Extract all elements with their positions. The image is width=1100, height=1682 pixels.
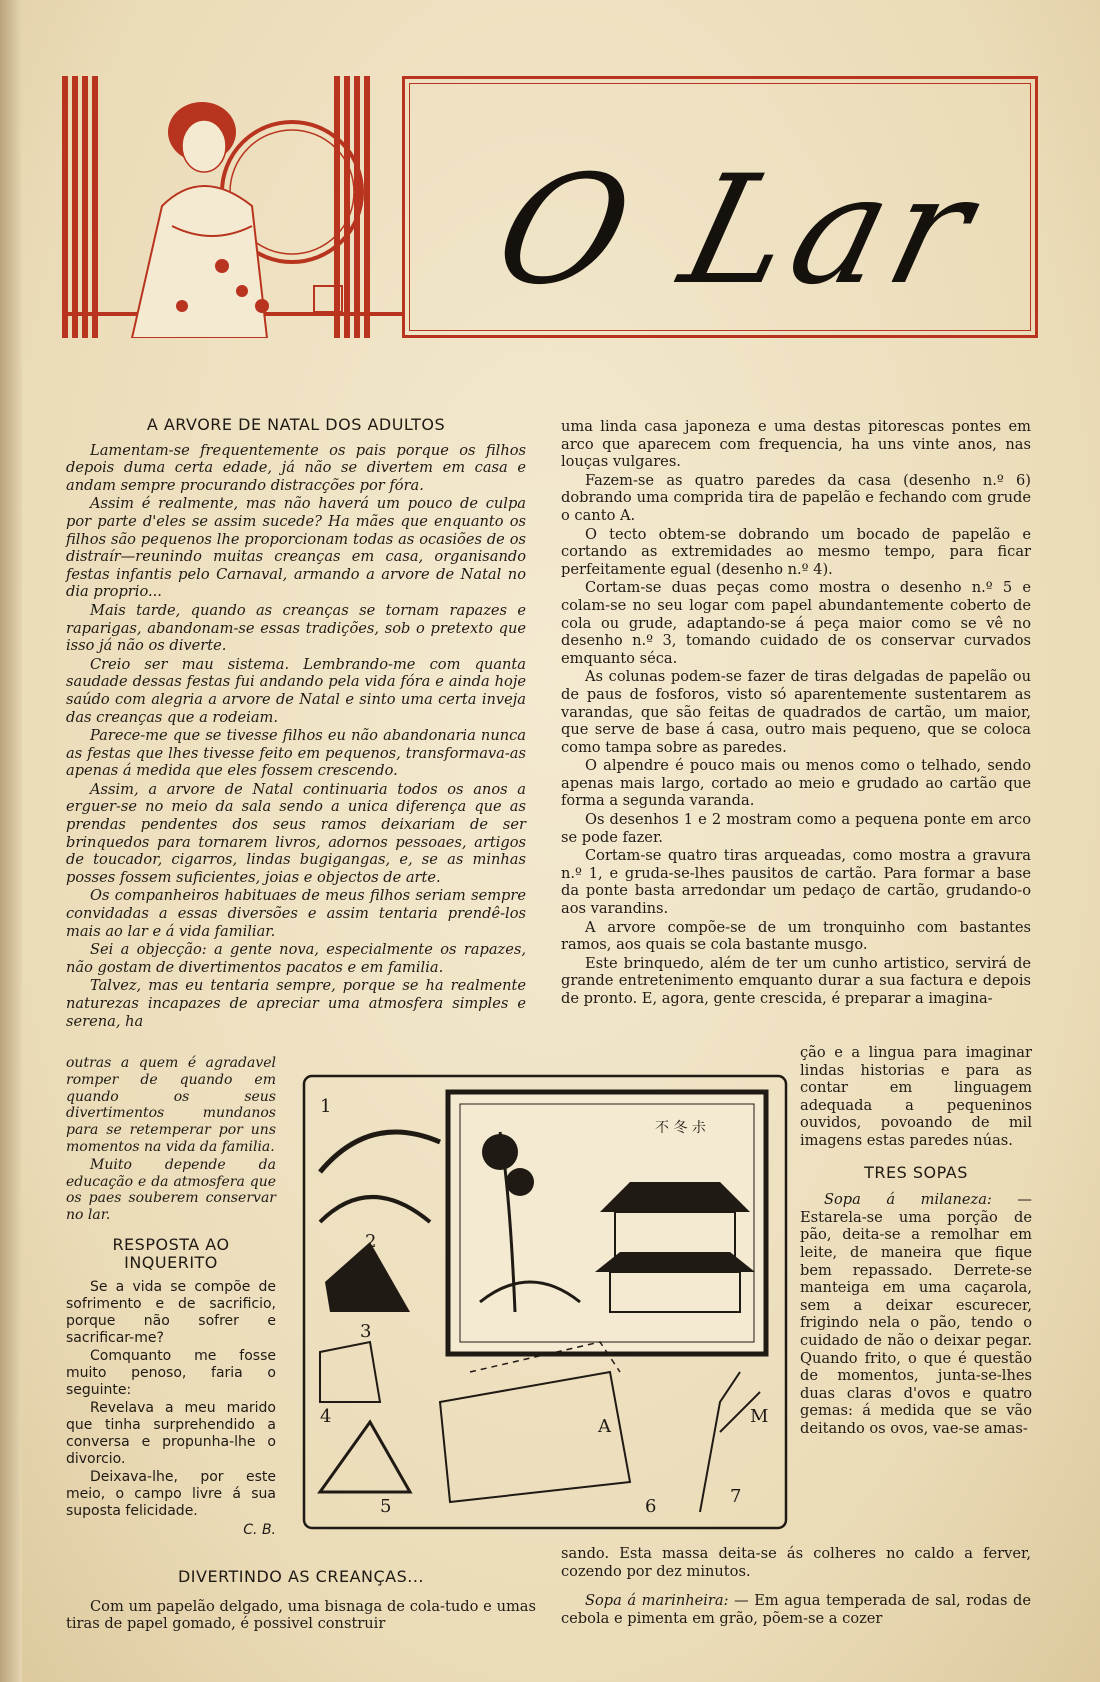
article-sopas-continued: sando. Esta massa deita-se ás colheres no caldo a ferver, cozendo por dez minutos. Sopa á marinheira: — Em agua temperada de sal, rodas de cebola e pimenta em grão, põem-se a cozer — [561, 1545, 1032, 1627]
paragraph: outras a quem é agradavel romper de quando em quando os seus divertimentos mundanos para se retemperar por uns momentos na vida da familia. — [66, 1055, 276, 1155]
recipe-text: Estarela-se uma porção de pão, deita-se a remolhar em leite, de maneira que fique bem repassado. Derrete-se manteiga em uma caçarola, sem a deixar escurecer, frigindo nela o pão, tendo o cuidado de não o deixar pegar. Quando frito, o que é questão de momentos, junta-se-lhes duas claras d'ovos e quatro gemas: á medida que se vão deitando os ovos, vae-se amas- — [800, 1208, 1032, 1437]
paragraph: sando. Esta massa deita-se ás colheres no caldo a ferver, cozendo por dez minutos. — [561, 1545, 1031, 1580]
article-arvore-natal-continued — [66, 1055, 276, 1539]
article-divertindo-continued — [561, 418, 1031, 1009]
figure-label-1: 1 — [320, 1096, 332, 1117]
section-title: O Lar — [480, 144, 996, 318]
paragraph: Creio ser mau sistema. Lembrando-me com quanta saudade dessas festas fui andando pela vida fóra e ainda hoje saúdo com alegria a arvore de Natal e sinto uma certa inveja das creanças que a rodeiam. — [66, 655, 526, 726]
article-divertindo — [66, 1568, 536, 1634]
paragraph: uma linda casa japoneza e uma destas pitorescas pontes em arco que aparecem com frequencia, ha uns vinte anos, nas louças vulgares. — [561, 418, 1031, 471]
paragraph: Cortam-se duas peças como mostra o desenho n.º 5 e colam-se no seu logar com papel abundantemente coberto de cola ou grude, adaptando-se á peça maior como se vê no desenho n.º 3, tomando cuidado de os conservar curvados emquanto séca. — [561, 579, 1031, 667]
paragraph: Parece-me que se tivesse filhos eu não abandonaria nunca as festas que lhes tivesse feito em pequenos, transformava-as apenas á medida que eles fossem crescendo. — [66, 727, 526, 780]
recipe-text: Em agua temperada de sal, rodas de cebola e pimenta em grão, põem-se a cozer — [561, 1592, 1032, 1627]
paragraph: Assim, a arvore de Natal continuaria todos os anos a erguer-se no meio da sala sendo a unica diferença que as prendas pendentes dos seus ramos deixariam de ser brinquedos para tornarem livros, adornos pessoaes, artigos de toucador, cigarros, lindas bugigangas, e, se as minhas posses fossem suficientes, joias e objectos de arte. — [66, 780, 526, 886]
paragraph: Fazem-se as quatro paredes da casa (desenho n.º 6) dobrando uma comprida tira de papelão e fechando com grude o canto A. — [561, 471, 1031, 524]
chinese-characters: 不 冬 尗 — [655, 1120, 706, 1136]
figure-label-a: A — [598, 1416, 611, 1437]
paragraph: Talvez, mas eu tentaria sempre, porque se ha realmente naturezas incapazes de apreciar uma atmosfera simples e serena, ha — [66, 977, 526, 1030]
paragraph: Cortam-se quatro tiras arqueadas, como mostra a gravura n.º 1, e gruda-se-lhes pausitos de cartão. Para formar a base da ponte basta arredondar um pedaço de cartão, grudando-o aos varandins. — [561, 847, 1031, 918]
article-title: RESPOSTA AO INQUERITO — [112, 1234, 230, 1272]
figure-label-4: 4 — [320, 1406, 332, 1427]
paragraph: Muito depende da educação e da atmosfera que os paes souberem conservar no lar. — [66, 1156, 276, 1224]
paragraph: Deixava-lhe, por este meio, o campo livre á sua suposta felicidade. — [66, 1469, 276, 1520]
paragraph: Comquanto me fosse muito penoso, faria o seguinte: — [66, 1348, 276, 1399]
recipe-title: Sopa á marinheira: — [585, 1592, 729, 1610]
figure-label-3: 3 — [360, 1321, 372, 1342]
paragraph: Os desenhos 1 e 2 mostram como a pequena ponte em arco se pode fazer. — [561, 811, 1031, 846]
article-arvore-natal — [66, 415, 526, 1031]
paragraph: Este brinquedo, além de ter um cunho artistico, servirá de grande entretenimento emquanto durar a sua factura e depois de pronto. E, agora, gente crescida, é preparar a imagina- — [561, 954, 1031, 1007]
article-divertindo-end: ção e a lingua para imaginar lindas historias e para as contar em linguagem adequada a pequeninos ouvidos, povoando de mil imagens estas paredes núas. TRES SOPAS Sopa á milaneza: — Estarela-se uma porção de pão, deita-se a remolhar em leite, de maneira que fique bem repassado. Derrete-se manteiga em uma caçarola, sem a deixar escurecer, frigindo nela o pão, tendo o cuidado de não o deixar pegar. Quando frito, o que é questão de momentos, junta-se-lhes duas claras d'ovos e quatro gemas: á medida que se vão deitando os ovos, vae-se amas- — [800, 1044, 1032, 1437]
paragraph: Lamentam-se frequentemente os pais porque os filhos depois duma certa edade, já não se divertem em casa e andam sempre procurando distracções por fóra. — [66, 441, 526, 494]
paragraph: Revelava a meu marido que tinha surprehendido a conversa e propunha-lhe o divorcio. — [66, 1400, 276, 1468]
article-title: TRES SOPAS — [864, 1162, 968, 1182]
figure-label-5: 5 — [380, 1496, 392, 1517]
paragraph: A arvore compõe-se de um tronquinho com bastantes ramos, aos quais se cola bastante musgo. — [561, 918, 1031, 954]
article-title: DIVERTINDO AS CREANÇAS... — [177, 1567, 425, 1586]
binding-edge — [0, 0, 22, 1682]
paragraph: Mais tarde, quando as creanças se tornam rapazes e raparigas, abandonam-se essas tradições, sob o pretexto que isso já não os diverte. — [66, 601, 526, 655]
masthead — [62, 76, 1038, 338]
signature: C. B. — [243, 1522, 276, 1539]
paragraph: ção e a lingua para imaginar lindas historias e para as contar em linguagem adequada a pequeninos ouvidos, povoando de mil imagens estas paredes núas. — [800, 1044, 1032, 1149]
paragraph: Se a vida se compõe de sofrimento e de sacrificio, porque não sofrer e sacrificar-me? — [66, 1279, 276, 1347]
paragraph: O tecto obtem-se dobrando um bocado de papelão e cortando as extremidades ao mesmo tempo, para ficar perfeitamente egual (desenho n.º 4). — [561, 525, 1031, 578]
masthead-illustration — [62, 76, 402, 338]
paragraph: Assim é realmente, mas não haverá um pouco de culpa por parte d'eles se assim sucede? Ha mães que enquanto os filhos são pequenos lhe proporcionam todas as ocasiões de os distraír—reunindo muitas creanças em casa, organisando festas infantis pelo Carnaval, armando a arvore de Natal no dia proprio... — [66, 495, 526, 601]
paragraph: Sei a objecção: a gente nova, especialmente os rapazes, não gostam de divertimentos pacatos e em familia. — [66, 941, 526, 976]
paragraph: As colunas podem-se fazer de tiras delgadas de papelão ou de paus de fosforos, visto só aparentemente sustentarem as varandas, que são feitas de quadrados de cartão, um maior, que serve de base á casa, outro mais pequeno, que se coloca como tampa sobre as paredes. — [561, 668, 1031, 756]
paragraph: O alpendre é pouco mais ou menos como o telhado, sendo apenas mais largo, cortado ao meio e grudado ao cartão que forma a segunda varanda. — [561, 757, 1031, 810]
recipe-title: Sopa á milaneza: — [824, 1191, 992, 1209]
craft-diagram — [300, 1072, 790, 1532]
paragraph: Com um papelão delgado, uma bisnaga de cola-tudo e umas tiras de papel gomado, é possivel construir — [66, 1597, 536, 1633]
article-title: A ARVORE DE NATAL DOS ADULTOS — [146, 415, 446, 434]
figure-label-2: 2 — [365, 1231, 377, 1252]
figure-label-m: M — [750, 1406, 769, 1427]
paragraph: Os companheiros habituaes de meus filhos seriam sempre convidadas a essas diversões e assim tentaria prendê-los mais ao lar e á vida familiar. — [66, 887, 526, 940]
figure-label-7: 7 — [730, 1486, 742, 1507]
figure-label-6: 6 — [645, 1496, 657, 1517]
